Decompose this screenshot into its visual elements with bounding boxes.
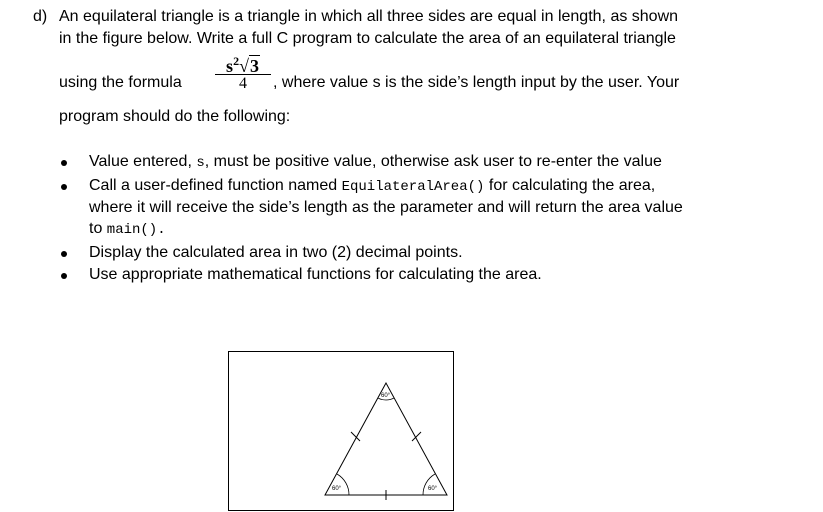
angle-label-right: 60° bbox=[428, 486, 438, 492]
formula-variable-s: s bbox=[226, 56, 234, 76]
question-text-line-3-start: using the formula bbox=[59, 74, 182, 91]
angle-label-left: 60° bbox=[332, 486, 342, 492]
angle-label-top: 60° bbox=[381, 393, 391, 399]
question-text-line-2: in the figure below. Write a full C program to calculate the area of an equilateral triangle bbox=[59, 30, 676, 47]
bullet-dot bbox=[61, 184, 67, 190]
bullet-item-2-line-3: to main(). bbox=[89, 220, 166, 238]
question-text-line-1: An equilateral triangle is a triangle in which all three sides are equal in length, as shown bbox=[59, 8, 679, 25]
bullet-item-3: Display the calculated area in two (2) decimal points. bbox=[89, 244, 463, 261]
code-s: s bbox=[196, 155, 205, 171]
area-formula bbox=[215, 50, 271, 92]
bullet-dot bbox=[61, 273, 67, 279]
equilateral-triangle-drawing bbox=[229, 352, 455, 512]
sqrt-radicand: 3 bbox=[249, 56, 259, 76]
bullet-dot bbox=[61, 251, 67, 257]
code-equilateral-area: EquilateralArea() bbox=[341, 179, 485, 195]
sqrt-symbol: √ bbox=[239, 56, 249, 76]
bullet-dot bbox=[61, 160, 67, 166]
formula-numerator bbox=[215, 50, 271, 76]
triangle-figure bbox=[228, 351, 454, 511]
bullet-item-4: Use appropriate mathematical functions for calculating the area. bbox=[89, 266, 542, 283]
bullet-item-1: Value entered, s, must be positive value, otherwise ask user to re-enter the value bbox=[89, 153, 662, 171]
formula-denominator: 4 bbox=[239, 75, 247, 92]
bullet-item-2: Call a user-defined function named EquilateralArea() for calculating the area, bbox=[89, 177, 656, 195]
question-text-line-3-end: , where value s is the side’s length input by the user. Your bbox=[273, 74, 680, 91]
question-label: d) bbox=[33, 8, 48, 25]
question-text-line-4: program should do the following: bbox=[59, 108, 291, 125]
bullet-item-2-line-2: where it will receive the side’s length as the parameter and will return the area value bbox=[89, 199, 683, 216]
code-main: main(). bbox=[106, 222, 166, 238]
formula-exponent: 2 bbox=[233, 54, 240, 68]
